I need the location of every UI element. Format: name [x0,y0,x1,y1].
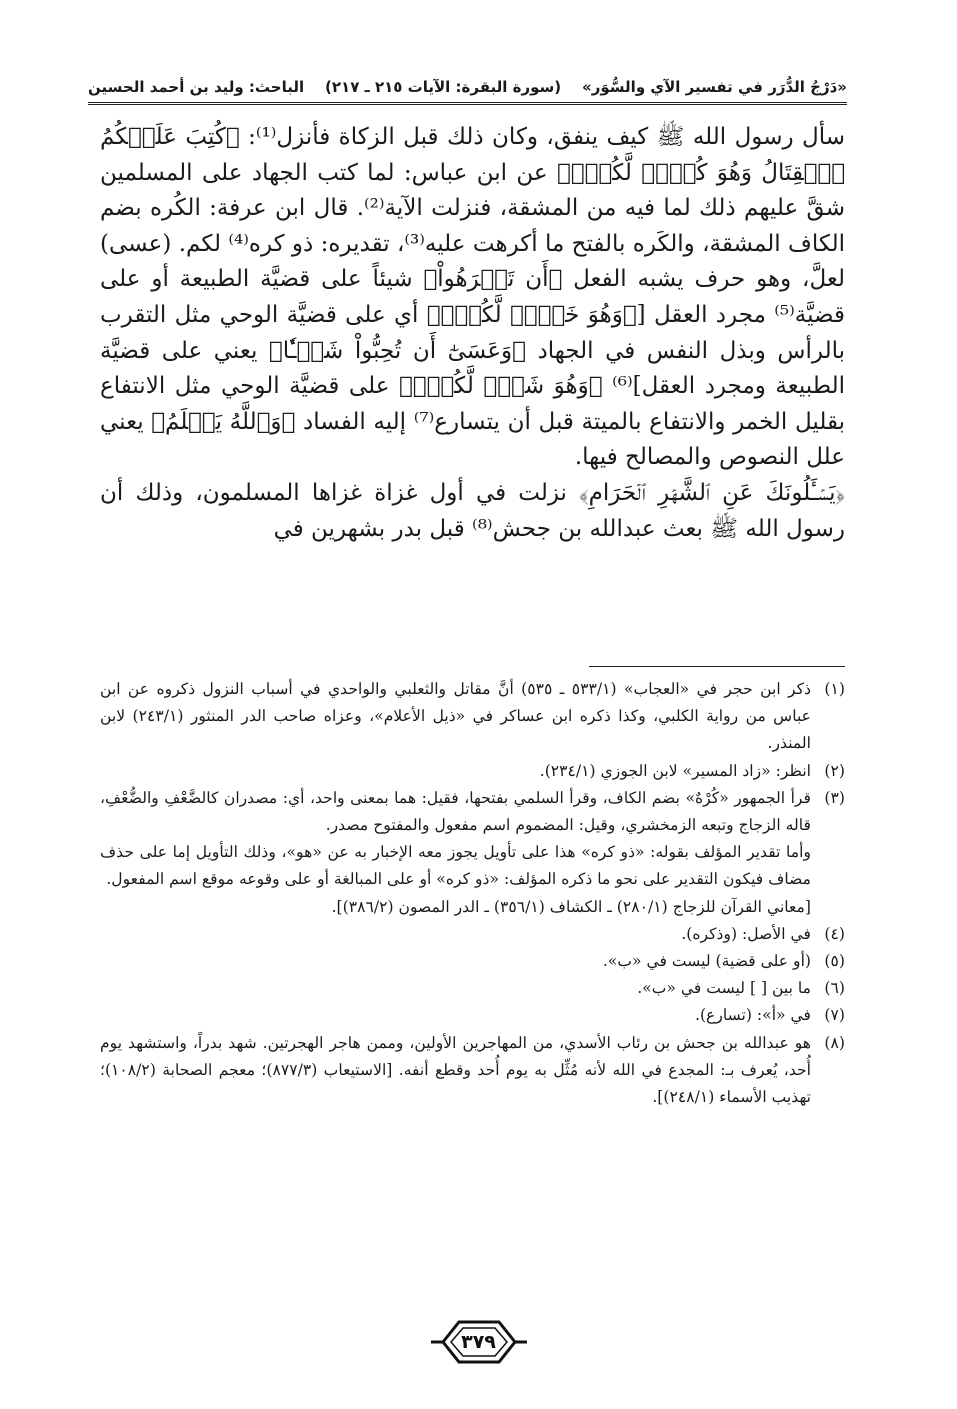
footnote-text: ما بين [ ] ليست في «ب». [637,979,811,998]
footnote-text: [معاني القرآن للزجاج (٢٨٠/١) ـ الكشاف (٣٥٦/١) ـ الدر المصون (٣٨٦/٢)]. [331,897,811,916]
footnote-number: (٦) [824,979,845,998]
page-number-ornament [429,1318,529,1366]
paragraph: ﴿يَسۡـَٔلُونَكَ عَنِ ٱلشَّهۡرِ ٱلۡحَرَامِ﴾ نزلت في أول غزاة غزاها المسلمون، وذلك أن رسول الله ﷺ بعث عبدالله بن جحش⁽⁸⁾ قبل بدر بشهرين في [100,479,845,542]
footnotes [100,676,845,1111]
footnote-number: (٧) [824,1006,845,1025]
footnote-separator [589,666,845,667]
footnote-number: (٢) [824,761,845,780]
footnote [100,785,845,921]
footnote-text: في الأصل: (وذكره). [681,924,811,943]
footnote [100,1030,845,1112]
footnote-text: في «أ»: (تسارع). [695,1006,811,1025]
footnote-number: (٥) [824,952,845,971]
footnote [100,1002,845,1029]
footnote [100,758,845,785]
footnote-number: (٨) [824,1033,845,1052]
footnote [100,975,845,1002]
footnote-text: ذكر ابن حجر في «العجاب» (٥٣٣/١ ـ ٥٣٥) أنَّ مقاتل والثعلبي والواحدي في أسباب النزول ذكروه عن ابن عباس من رواية الكلبي، وكذا ذكره ابن عساكر في «ذيل الأعلام»، وعزاه صاحب الدر المنثور (٢٤٣/١) لابن المنذر. [100,680,812,753]
book-title: «دَرْجُ الدُّرَر في تفسير الآي والسُّوَر» [582,78,847,96]
footnote-text: انظر: «زاد المسير» لابن الجوزي (٢٣٤/١). [539,761,811,780]
footnote [100,921,845,948]
footnote-text: قرأ الجمهور «كُرْهٌ» بضم الكاف، وقرأ السلمي بفتحها، فقيل: هما بمعنى واحد، أي: مصدران كالضَّعْفِ والضُّعْفِ، قاله الزجاج وتبعه الزمخشري، وقيل: المضموم اسم مفعول والمفتوح مصدر. [100,788,811,835]
footnote [100,948,845,975]
footnote-text: هو عبدالله بن جحش بن رئاب الأسدي، من المهاجرين الأولين، وممن هاجر الهجرتين. شهد بدراً، واستشهد يوم أُحد، يُعرف بـ: المجدع في الله لأنه مُثِّل به يوم أُحد وقطع أنفه. [الاستيعاب (٨٧٧/٣)؛ معجم الصحابة (١٠٨/٢)؛ تهذيب الأسماء (٢٤٨/١)]. [100,1033,811,1107]
footnote-number: (٣) [824,788,845,807]
main-text [100,120,845,547]
surah-range: (سورة البقرة: الآيات ٢١٥ ـ ٢١٧) [325,78,562,96]
footnote-text: وأما تقدير المؤلف بقوله: «ذو كره» هذا على تأويل يجوز معه الإخبار به عن «هو»، وذلك التأويل إما على حذف مضاف فيكون التقدير على نحو ما ذكره المؤلف: «ذو كره» أو على المبالغة أو على وقوعه موقع اسم المفعول. [100,843,811,889]
running-header [88,56,847,105]
paragraph: سأل رسول الله ﷺ كيف ينفق، وكان ذلك قبل الزكاة فأنزل⁽¹⁾: ﴿كُتِبَ عَلَيۡكُمُ ٱلۡقِتَالُ وَهُوَ كُرۡهٞ لَّكُمۡۖ﴾ عن ابن عباس: لما كتب الجهاد على المسلمين شقَّ عليهم ذلك لما فيه من المشقة، فنزلت الآية⁽²⁾. قال ابن عرفة: الكُره بضم الكاف المشقة، والكَره بالفتح ما أكرهت عليه⁽³⁾، تقديره: ذو كره⁽⁴⁾ لكم. (عسى) لعلَّ، وهو حرف يشبه الفعل ﴿أَن تَكۡرَهُواْ﴾ شيئاً على قضيَّة الطبيعة أو على قضيَّة⁽⁵⁾ مجرد العقل [﴿وَهُوَ خَيۡرٞ لَّكُمۡۖ﴾ أي على قضيَّة الوحي مثل التقرب بالرأس وبذل النفس في الجهاد ﴿وَعَسَىٰٓ أَن تُحِبُّواْ شَيۡـٔٗا﴾ يعني على قضيَّة الطبيعة ومجرد العقل]⁽⁶⁾ ﴿وَهُوَ شَرّٞ لَّكُمۡۚ﴾ على قضيَّة الوحي مثل الانتفاع بقليل الخمر والانتفاع بالميتة قبل أن يتسارع⁽⁷⁾ إليه الفساد ﴿وَٱللَّهُ يَعۡلَمُ﴾ يعني علل النصوص والمصالح فيها. [100,124,846,471]
footnote-number: (١) [824,680,845,698]
footnote-number: (٤) [824,924,845,943]
page-number: ٣٧٩ [461,1331,496,1353]
researcher-name: الباحث: وليد بن أحمد الحسين [88,78,305,96]
footnote-text: (أو على قضية) ليست في «ب». [602,952,811,971]
footnote [100,676,845,758]
